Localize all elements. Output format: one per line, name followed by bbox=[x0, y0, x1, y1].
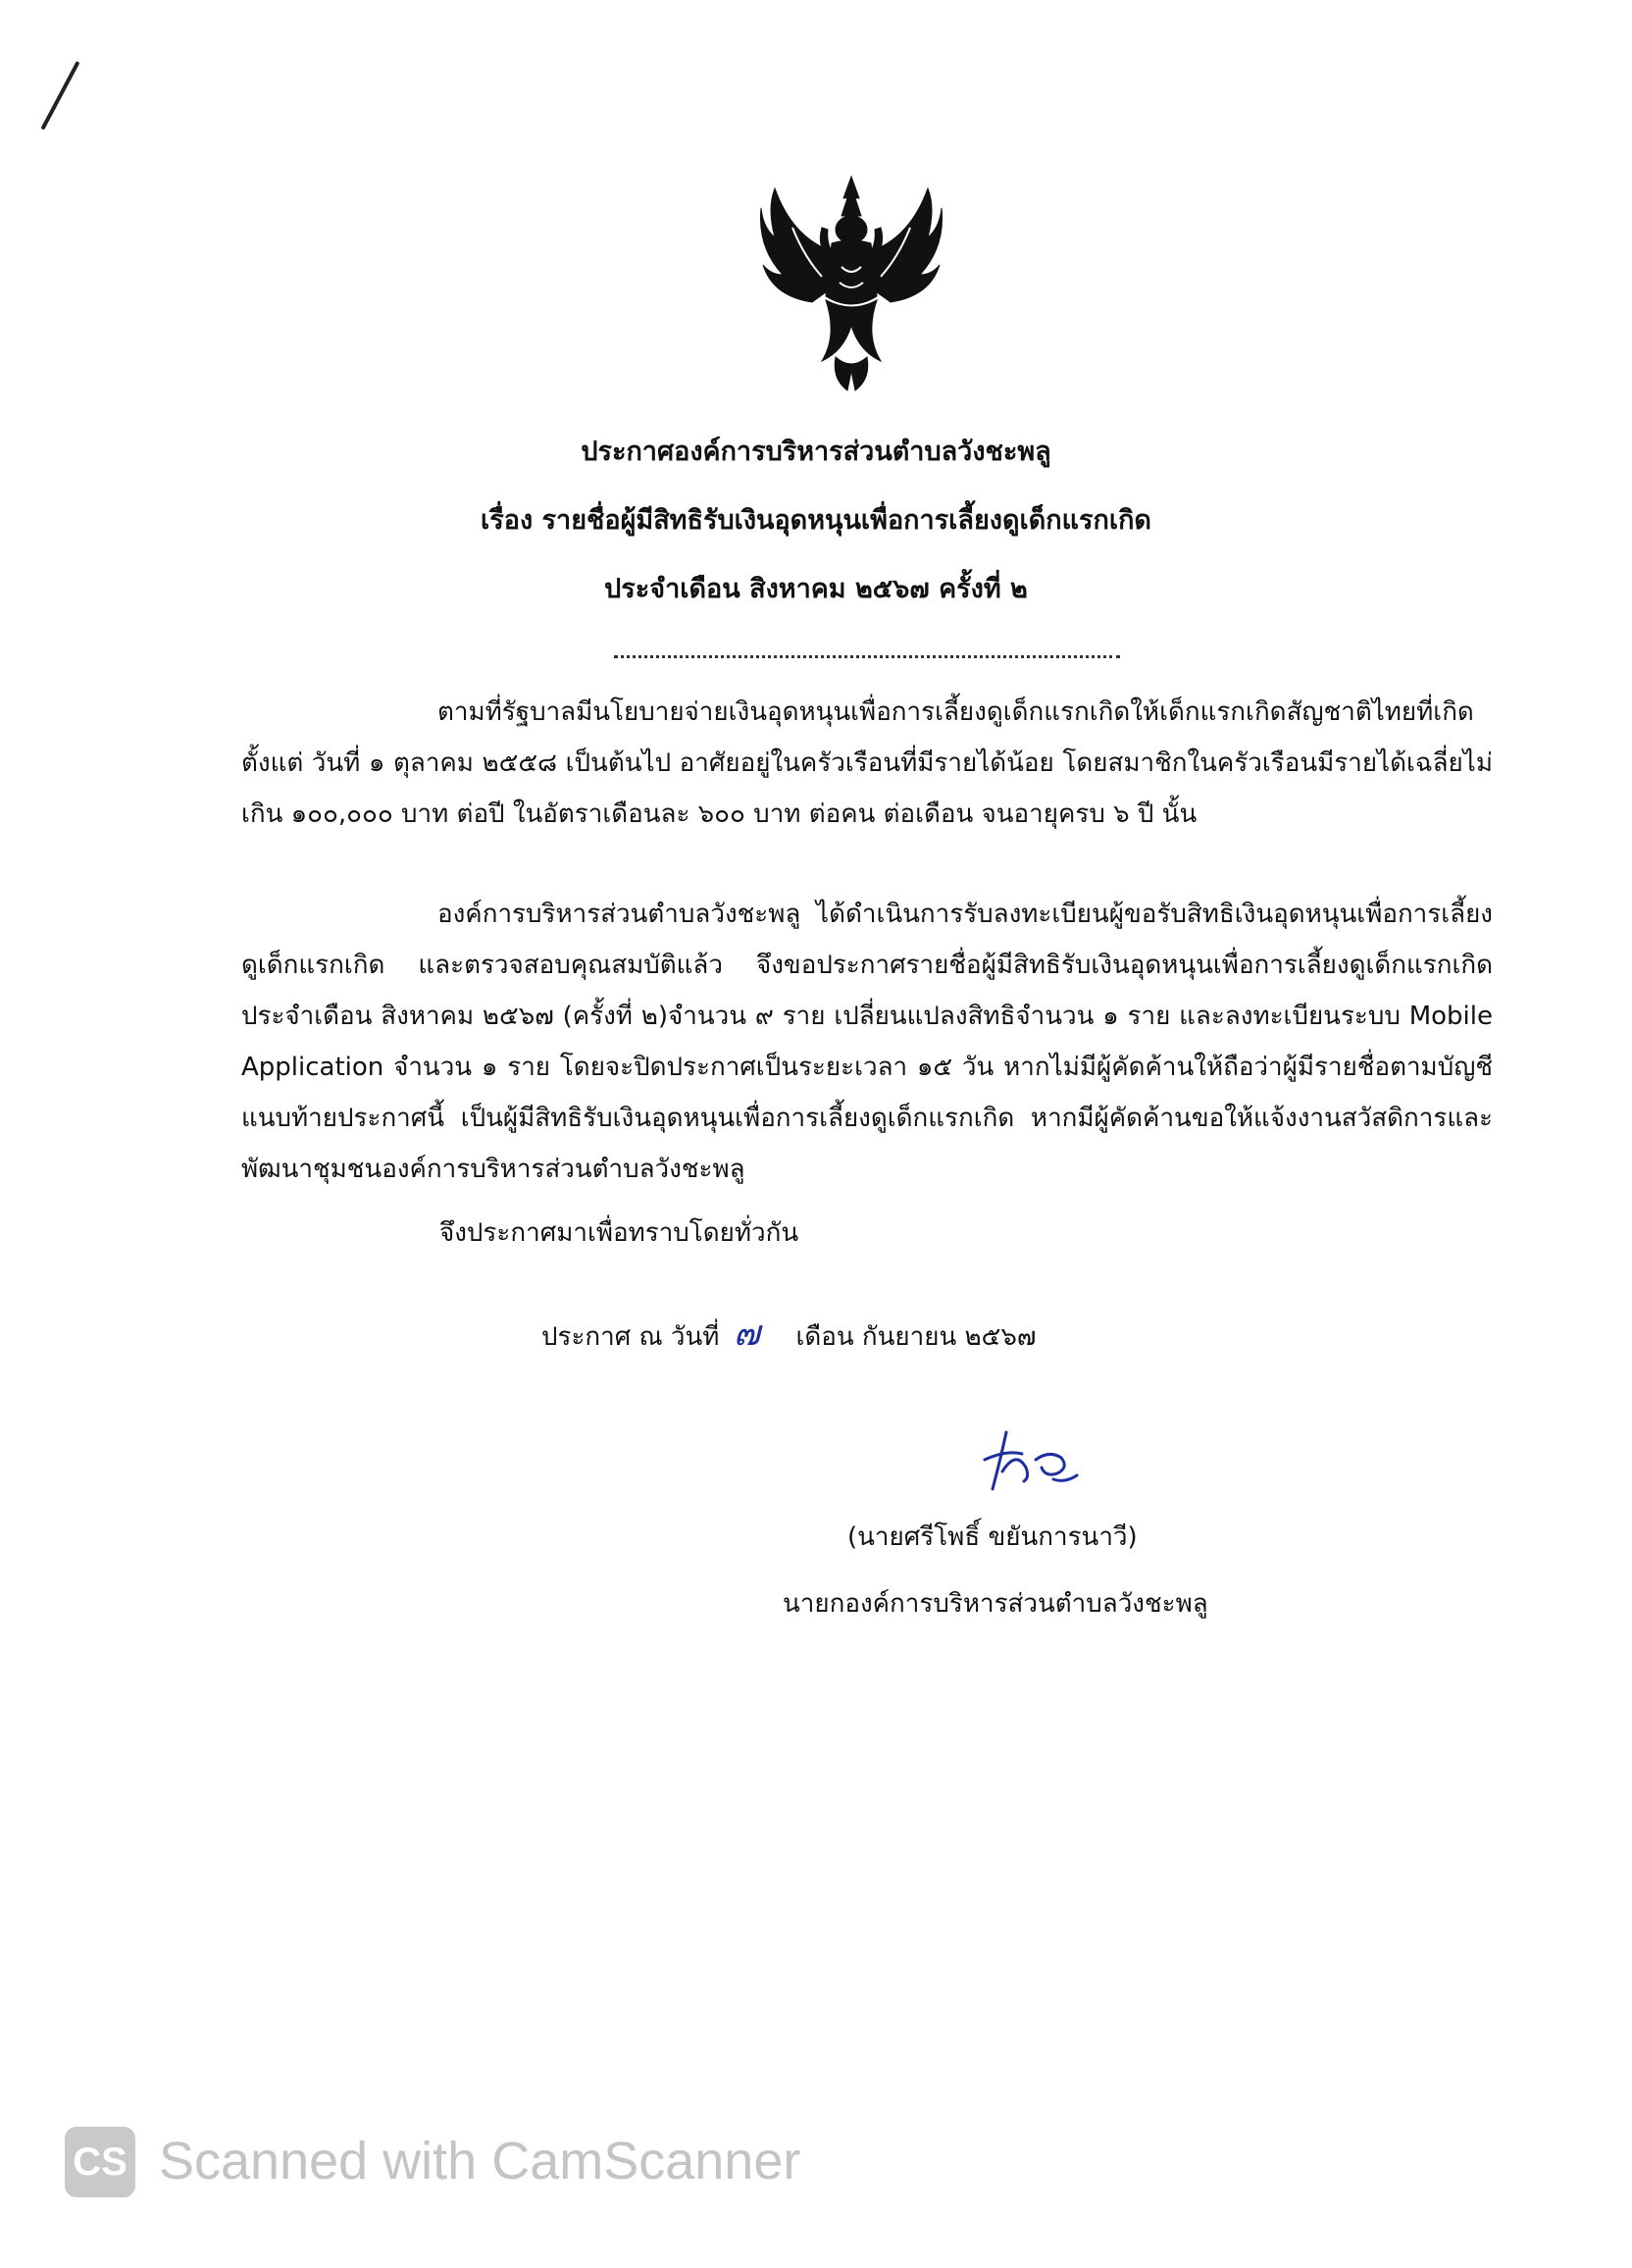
announcement-title: ประกาศองค์การบริหารส่วนตำบลวังชะพลู bbox=[581, 437, 1051, 467]
pen-mark bbox=[40, 61, 79, 130]
announcement-subject: เรื่อง รายชื่อผู้มีสิทธิรับเงินอุดหนุนเพื่อการเลี้ยงดูเด็กแรกเกิด bbox=[481, 505, 1151, 536]
signer-name: (นายศรีโพธิ์ ขยันการนาวี) bbox=[847, 1522, 1138, 1552]
date-day-handwritten: ๗ bbox=[733, 1314, 760, 1354]
date-month-year: เดือน กันยายน ๒๕๖๗ bbox=[795, 1322, 1037, 1352]
date-prefix: ประกาศ ณ วันที่ bbox=[541, 1322, 720, 1352]
closing-statement: จึงประกาศมาเพื่อทราบโดยทั่วกัน bbox=[439, 1218, 799, 1248]
camscanner-logo bbox=[65, 2127, 135, 2197]
paragraph-announcement: องค์การบริหารส่วนตำบลวังชะพลู ได้ดำเนินการรับลงทะเบียนผู้ขอรับสิทธิเงินอุดหนุนเพื่อการเลี้ยงดูเด็กแรกเกิด และตรวจสอบคุณสมบัติแล้ว จึงขอประกาศรายชื่อผู้มีสิทธิรับเงินอุดหนุนเพื่อการเลี้ยงดูเด็กแรกเกิด ประจำเดือน สิงหาคม ๒๕๖๗ (ครั้งที่ ๒)จำนวน ๙ ราย เปลี่ยนแปลงสิทธิจำนวน ๑ ราย และลงทะเบียนระบบ Mobile Application จำนวน ๑ ราย โดยจะปิดประกาศเป็นระยะเวลา ๑๕ วัน หากไม่มีผู้คัดค้านให้ถือว่าผู้มีรายชื่อตามบัญชีแนบท้ายประกาศนี้ เป็นผู้มีสิทธิรับเงินอุดหนุนเพื่อการเลี้ยงดูเด็กแรกเกิด หากมีผู้คัดค้านขอให้แจ้งงานสวัสดิการและพัฒนาชุมชนองค์การบริหารส่วนตำบลวังชะพลู bbox=[241, 900, 1493, 1184]
camscanner-watermark: Scanned with CamScanner bbox=[159, 2132, 801, 2191]
paragraph-policy: ตามที่รัฐบาลมีนโยบายจ่ายเงินอุดหนุนเพื่อการเลี้ยงดูเด็กแรกเกิดให้เด็กแรกเกิดสัญชาติไทยที่เกิดตั้งแต่ วันที่ ๑ ตุลาคม ๒๕๕๘ เป็นต้นไป อาศัยอยู่ในครัวเรือนที่มีรายได้น้อย โดยสมาชิกในครัวเรือนมีรายได้เฉลี่ยไม่เกิน ๑๐๐,๐๐๐ บาท ต่อปี ในอัตราเดือนละ ๖๐๐ บาท ต่อคน ต่อเดือน จนอายุครบ ๖ ปี นั้น bbox=[241, 697, 1493, 829]
dotted-separator bbox=[614, 655, 1120, 658]
announcement-date bbox=[541, 1305, 1036, 1361]
handwritten-signature bbox=[967, 1420, 1095, 1499]
camscanner-logo-text: CS bbox=[73, 2140, 128, 2184]
signer-position: นายกองค์การบริหารส่วนตำบลวังชะพลู bbox=[783, 1589, 1208, 1619]
announcement-period: ประจำเดือน สิงหาคม ๒๕๖๗ ครั้งที่ ๒ bbox=[604, 574, 1028, 604]
garuda-emblem bbox=[753, 169, 949, 396]
